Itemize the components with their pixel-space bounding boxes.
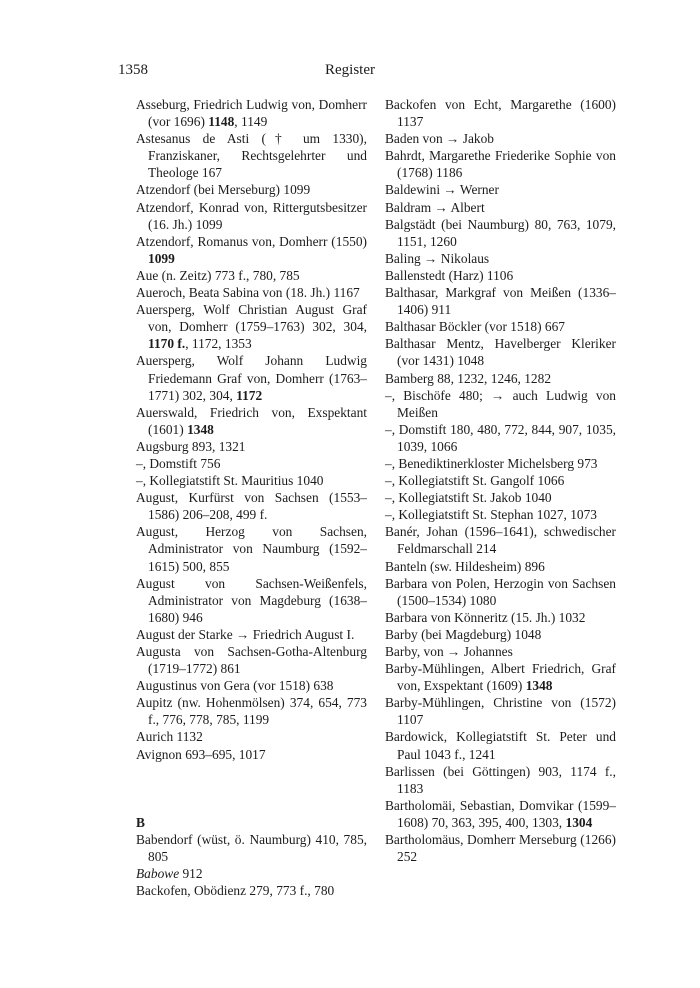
- index-entry: [385, 626, 616, 643]
- entry-text: Baden von → Jakob: [385, 131, 494, 147]
- index-entry: [385, 506, 616, 523]
- main-reference: 1099: [148, 250, 175, 266]
- index-entry: [385, 455, 616, 472]
- index-entry: [136, 267, 367, 284]
- entry-text: Auerswald, Friedrich von, Exspektant (1601): [136, 404, 367, 437]
- index-entry: [136, 489, 367, 523]
- index-entry: [136, 404, 367, 438]
- entry-text: –, Kollegiatstift St. Jakob 1040: [385, 490, 552, 506]
- index-entry: [385, 472, 616, 489]
- main-reference: 1170 f.: [148, 336, 186, 352]
- entry-text: Barbara von Polen, Herzogin von Sachsen (1500–1534) 1080: [385, 575, 616, 608]
- index-entry: [136, 301, 367, 352]
- index-entry: [136, 728, 367, 745]
- index-entry: [136, 96, 367, 130]
- main-reference: 1304: [565, 814, 593, 830]
- index-entry: [136, 199, 367, 233]
- entry-text: August, Kurfürst von Sachsen (1553–1586) 206–208, 499 f.: [136, 490, 367, 523]
- index-entry: [385, 284, 616, 318]
- entry-text: Atzendorf, Konrad von, Rittergutsbesitzer (16. Jh.) 1099: [136, 199, 367, 232]
- entry-text: –, Kollegiatstift St. Gangolf 1066: [385, 473, 565, 489]
- index-entry: [385, 831, 616, 865]
- index-entry: [385, 489, 616, 506]
- entry-text: Augusta von Sachsen-Gotha-Altenburg (1719–1772) 861: [136, 644, 367, 677]
- index-entry: [385, 643, 616, 660]
- entry-text: –, Domstift 756: [136, 455, 221, 471]
- index-entry: [136, 130, 367, 181]
- entry-text: Barbara von Könneritz (15. Jh.) 1032: [385, 609, 586, 625]
- entry-text: August der Starke → Friedrich August I.: [136, 626, 355, 642]
- entry-text: Bahrdt, Margarethe Friederike Sophie von (1768) 1186: [385, 148, 616, 181]
- entry-text: Barby (bei Magdeburg) 1048: [385, 626, 542, 642]
- entry-text: Barlissen (bei Göttingen) 903, 1174 f., 1183: [385, 763, 616, 796]
- index-entry: [385, 763, 616, 797]
- index-entry: [136, 746, 367, 763]
- entry-text: 912: [179, 865, 203, 881]
- entry-text: Bartholomäus, Domherr Merseburg (1266) 252: [385, 832, 616, 865]
- entry-text: Barby-Mühlingen, Albert Friedrich, Graf von, Exspektant (1609): [385, 661, 616, 694]
- entry-text: Augsburg 893, 1321: [136, 438, 246, 454]
- main-reference: 1148: [208, 114, 235, 130]
- index-entry: [136, 284, 367, 301]
- entry-text: Aueroch, Beata Sabina von (18. Jh.) 1167: [136, 285, 360, 301]
- index-entry: [136, 865, 367, 882]
- entry-text: –, Bischöfe 480; → auch Ludwig von Meißen: [385, 387, 616, 420]
- entry-text: Barby-Mühlingen, Christine von (1572) 1107: [385, 695, 616, 728]
- index-entry: [385, 421, 616, 455]
- entry-text: Balgstädt (bei Naumburg) 80, 763, 1079, 1151, 1260: [385, 216, 616, 249]
- entry-text: Aue (n. Zeitz) 773 f., 780, 785: [136, 267, 300, 283]
- index-entry: [136, 181, 367, 198]
- italic-term: Babowe: [136, 865, 180, 881]
- page-number: 1358: [118, 62, 148, 78]
- entry-text: –, Benediktinerkloster Michelsberg 973: [385, 455, 598, 471]
- index-entry: [385, 660, 616, 694]
- index-entry: [385, 335, 616, 369]
- index-entry: [136, 438, 367, 455]
- index-entry: [136, 882, 367, 899]
- entry-text: Babendorf (wüst, ö. Naumburg) 410, 785, 805: [136, 831, 367, 864]
- index-column-left: [136, 96, 367, 899]
- entry-text: Atzendorf (bei Merseburg) 1099: [136, 182, 311, 198]
- index-entry: [385, 797, 616, 831]
- index-entry: [385, 250, 616, 267]
- main-reference: 1348: [187, 421, 214, 437]
- index-entry: [385, 318, 616, 335]
- entry-text: August, Herzog von Sachsen, Administrator von Naumburg (1592–1615) 500, 855: [136, 524, 367, 574]
- index-entry: [136, 233, 367, 267]
- main-reference: 1172: [236, 387, 263, 403]
- entry-text: Auersperg, Wolf Johann Ludwig Friedemann Graf von, Domherr (1763–1771) 302, 304,: [136, 353, 367, 403]
- entry-text: Baldewini → Werner: [385, 182, 499, 198]
- index-entry: [385, 558, 616, 575]
- section-letter-heading: [136, 814, 367, 831]
- index-entry: [385, 147, 616, 181]
- index-entry: [385, 199, 616, 216]
- index-entry: [385, 267, 616, 284]
- entry-text: Astesanus de Asti († um 1330), Franziskaner, Rechtsgelehrter und Theologe 167: [136, 131, 367, 181]
- running-head: Register: [325, 62, 375, 78]
- entry-text: Bardowick, Kollegiatstift St. Peter und Paul 1043 f., 1241: [385, 729, 616, 762]
- index-entry: [385, 387, 616, 421]
- entry-text: Barby, von → Johannes: [385, 644, 513, 659]
- index-entry: [385, 216, 616, 250]
- entry-text: B: [136, 814, 145, 830]
- entry-text: Baling → Nikolaus: [385, 250, 490, 266]
- entry-text: Baldram → Albert: [385, 199, 485, 215]
- entry-text: Banér, Johan (1596–1641), schwedischer Feldmarschall 214: [385, 524, 616, 557]
- entry-text: Augustinus von Gera (vor 1518) 638: [136, 678, 334, 694]
- index-entry: [136, 626, 367, 643]
- index-entry: [136, 455, 367, 472]
- main-reference: 1348: [525, 678, 553, 694]
- entry-text: Balthasar Mentz, Havelberger Kleriker (vor 1431) 1048: [385, 336, 616, 369]
- index-entry: [385, 728, 616, 762]
- entry-text: Backofen von Echt, Margarethe (1600) 1137: [385, 97, 616, 130]
- entry-text: Banteln (sw. Hildesheim) 896: [385, 558, 545, 574]
- entry-text: Ballenstedt (Harz) 1106: [385, 267, 514, 283]
- entry-text: –, Domstift 180, 480, 772, 844, 907, 1035, 1039, 1066: [385, 421, 616, 454]
- entry-text: Aurich 1132: [136, 729, 203, 745]
- entry-text: , 1149: [234, 114, 268, 130]
- entry-text: –, Kollegiatstift St. Mauritius 1040: [136, 473, 324, 489]
- index-column-right: [385, 96, 616, 865]
- entry-text: Bamberg 88, 1232, 1246, 1282: [385, 370, 552, 386]
- index-entry: [136, 831, 367, 865]
- index-entry: [136, 472, 367, 489]
- index-entry: [136, 523, 367, 574]
- entry-text: Asseburg, Friedrich Ludwig von, Domherr (vor 1696): [136, 97, 367, 130]
- entry-text: Bartholomäi, Sebastian, Domvikar (1599–1608) 70, 363, 395, 400, 1303,: [385, 797, 616, 830]
- index-entry: [136, 575, 367, 626]
- entry-text: Balthasar Böckler (vor 1518) 667: [385, 319, 565, 335]
- index-entry: [385, 523, 616, 557]
- index-entry: [385, 609, 616, 626]
- entry-text: Balthasar, Markgraf von Meißen (1336–1406) 911: [385, 285, 616, 318]
- entry-text: Backofen, Obödienz 279, 773 f., 780: [136, 883, 335, 899]
- entry-text: , 1172, 1353: [185, 336, 252, 352]
- entry-text: August von Sachsen-Weißenfels, Administrator von Magdeburg (1638–1680) 946: [136, 575, 367, 625]
- entry-text: Avignon 693–695, 1017: [136, 746, 266, 762]
- index-entry: [136, 643, 367, 677]
- index-entry: [136, 694, 367, 728]
- section-gap: [136, 763, 367, 814]
- index-entry: [385, 181, 616, 198]
- index-entry: [385, 96, 616, 130]
- entry-text: Atzendorf, Romanus von, Domherr (1550): [136, 233, 367, 249]
- entry-text: Aupitz (nw. Hohenmölsen) 374, 654, 773 f., 776, 778, 785, 1199: [136, 695, 367, 728]
- entry-text: Auersperg, Wolf Christian August Graf von, Domherr (1759–1763) 302, 304,: [136, 302, 367, 335]
- index-entry: [385, 130, 616, 147]
- index-entry: [385, 370, 616, 387]
- index-entry: [136, 677, 367, 694]
- index-entry: [136, 352, 367, 403]
- index-entry: [385, 575, 616, 609]
- entry-text: –, Kollegiatstift St. Stephan 1027, 1073: [385, 507, 598, 523]
- index-entry: [385, 694, 616, 728]
